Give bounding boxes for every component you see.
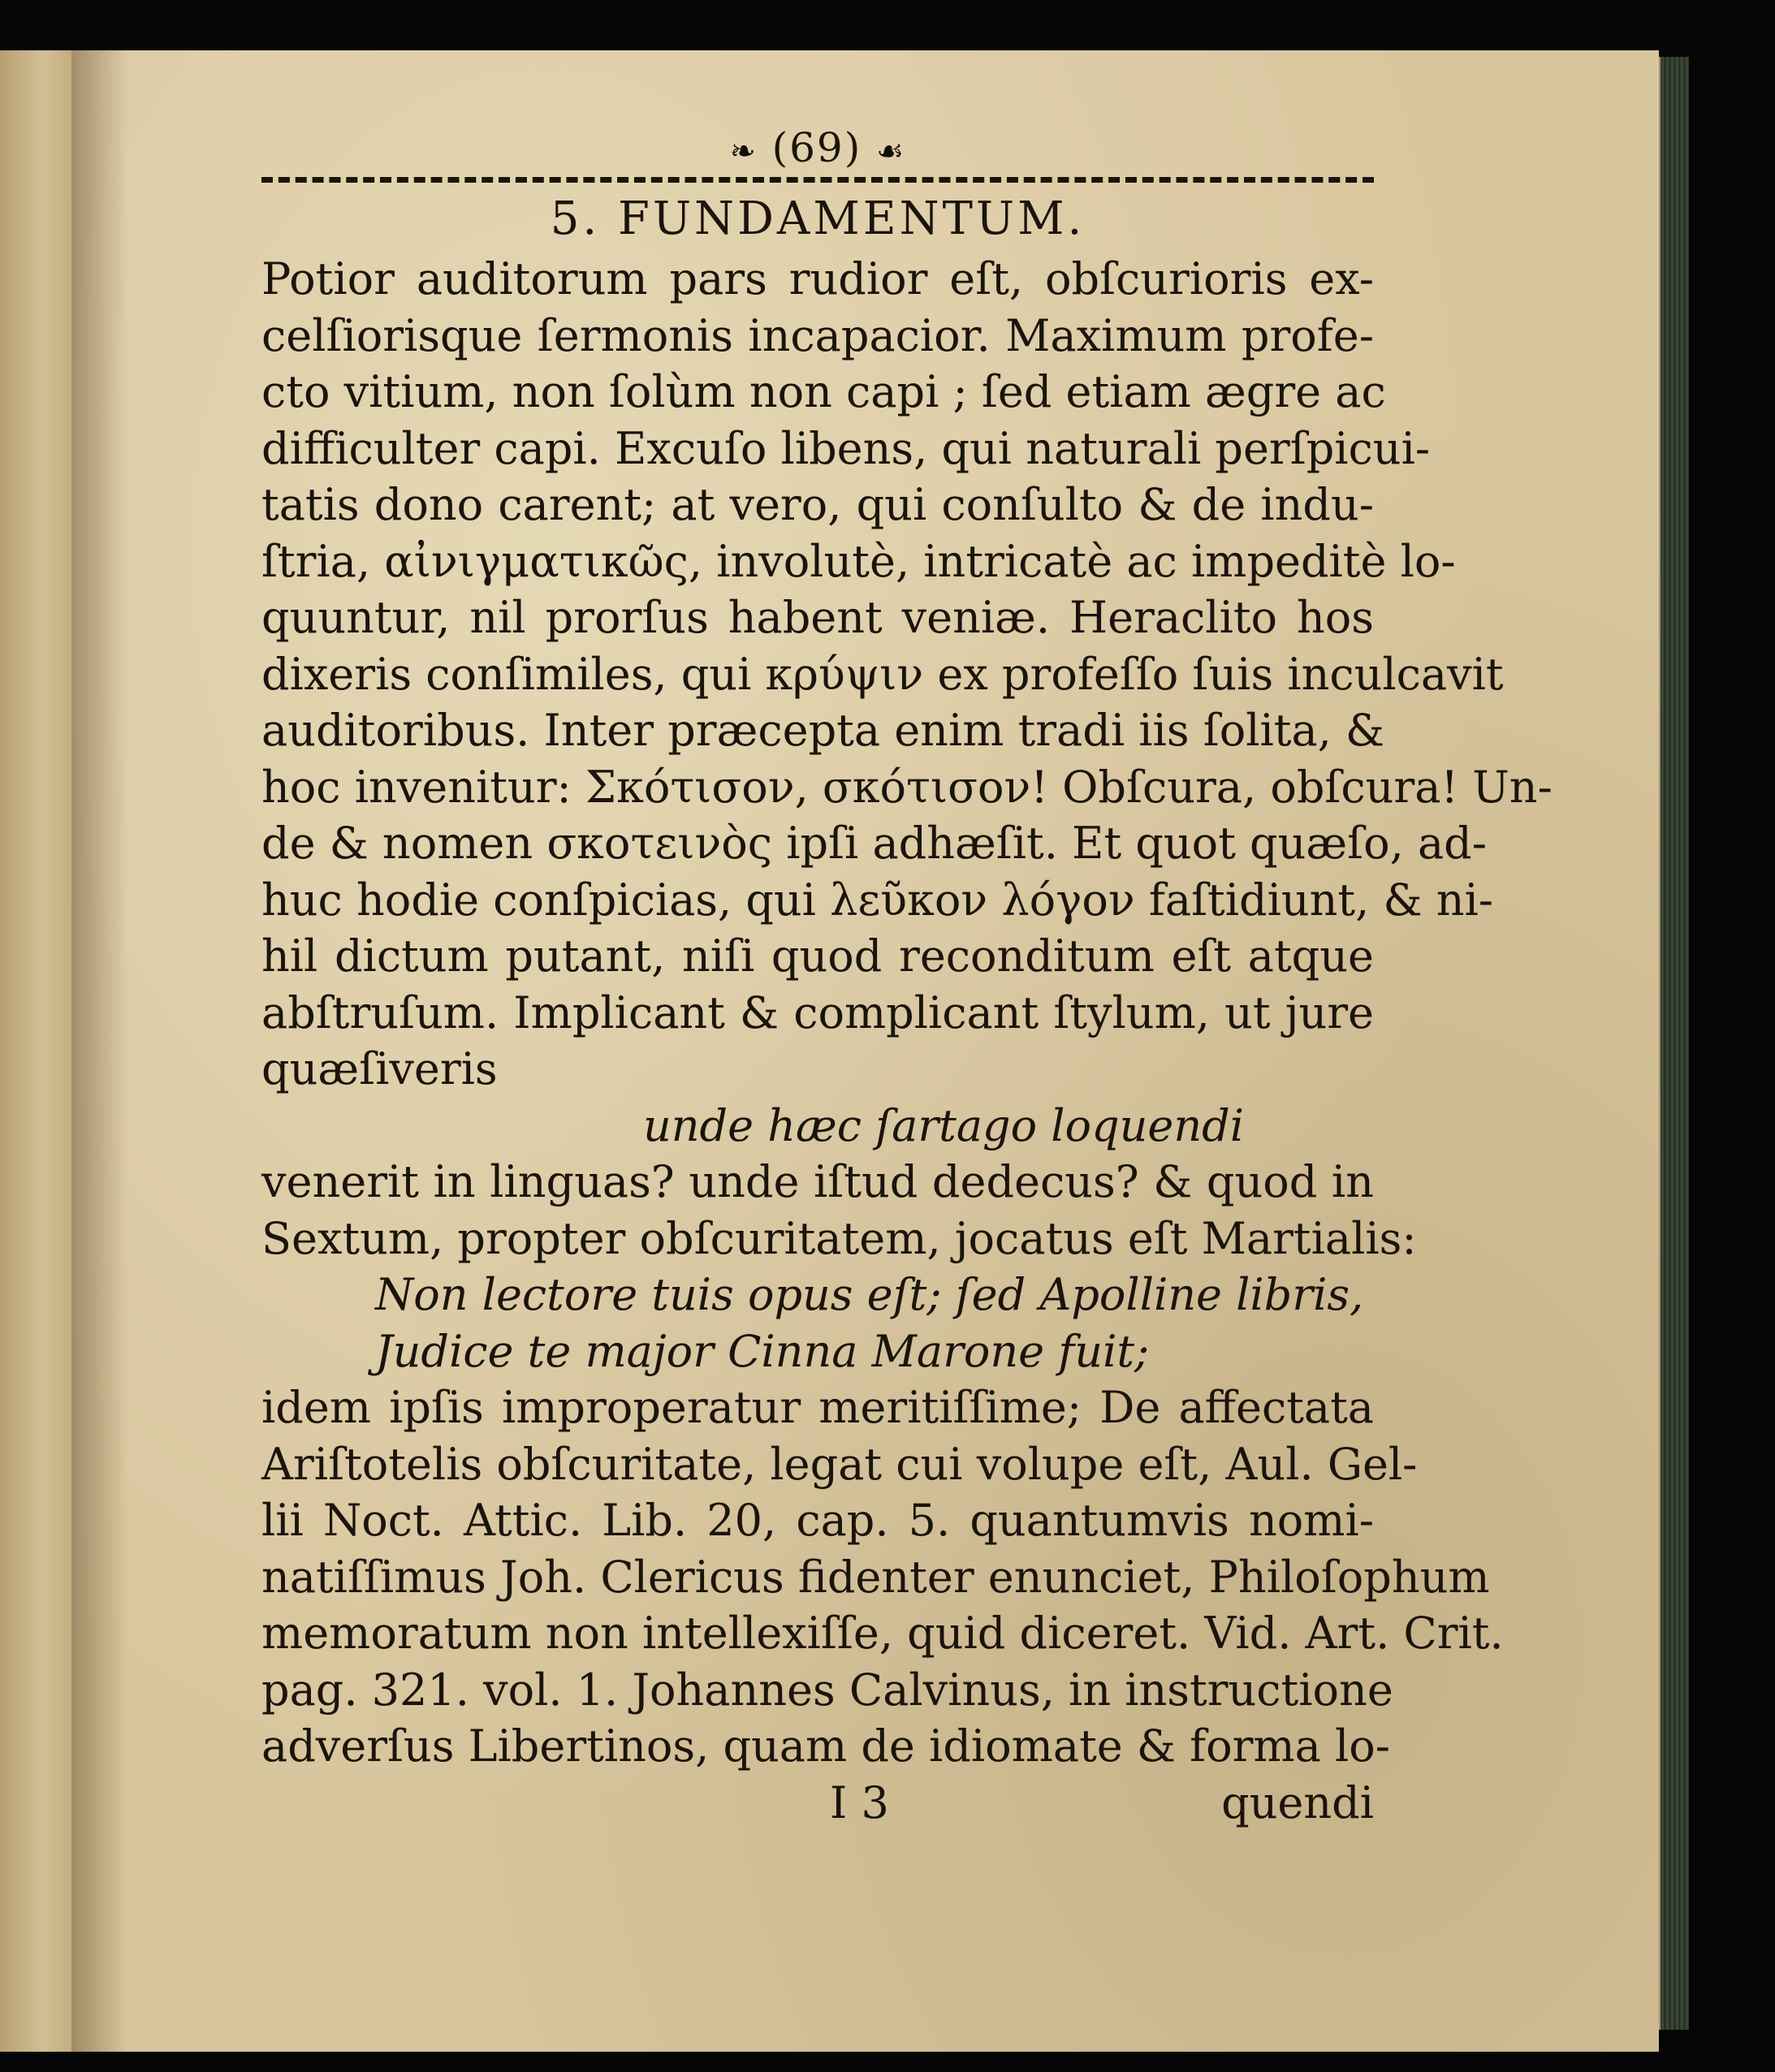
text-line: dixeris conſimiles, qui κρύψιν ex profeſſo ſuis inculcavit (261, 648, 1504, 700)
text-line: pag. 321. vol. 1. Johannes Calvinus, in instructione (261, 1664, 1393, 1716)
fleuron-left-icon: ❧ (729, 133, 758, 169)
header-rule (261, 177, 1374, 183)
fleuron-right-icon: ☙ (876, 133, 906, 169)
text-line: celſiorisque ſermonis incapacior. Maximum profe- (261, 309, 1374, 361)
text-line: Judice te major Cinna Marone fuit; (375, 1325, 1150, 1377)
text-line: Ariſtotelis obſcuritate, legat cui volupe eſt, Aul. Gel- (261, 1438, 1418, 1490)
verse-block (261, 1267, 1374, 1379)
section-heading: 5. FUNDAMENTUM. (550, 192, 1086, 245)
text-line: abſtruſum. Implicant & complicant ſtylum, ut jure (261, 986, 1374, 1038)
facing-page-edge (0, 50, 74, 2052)
text-line: difficulter capi. Excuſo libens, qui naturali perſpicui- (261, 422, 1431, 474)
signature-mark: I 3 (830, 1776, 889, 1828)
text-line: Potior auditorum pars rudior eſt, obſcurioris ex- (261, 253, 1374, 304)
text-line: lii Noct. Attic. Lib. 20, cap. 5. quantumvis nomi- (261, 1495, 1374, 1546)
text-line: tatis dono carent; at vero, qui conſulto & de indu- (261, 479, 1374, 530)
text-line: quuntur, nil prorſus habent veniæ. Heraclito hos (261, 592, 1374, 643)
page-text (261, 122, 1553, 1832)
paragraph-block-3 (261, 1379, 1504, 1775)
catchword: quendi (1221, 1776, 1374, 1828)
text-line: hoc invenitur: Σκότισον, σκότισον! Obſcura, obſcura! Un- (261, 761, 1553, 813)
page-number: (69) (771, 124, 862, 171)
text-line: Sextum, propter obſcuritatem, jocatus eſt Martialis: (261, 1212, 1417, 1264)
page-footer (261, 1775, 1374, 1832)
quote-line: unde hæc ſartago loquendi (642, 1099, 1244, 1151)
text-line: hil dictum putant, niſi quod reconditum eſt atque (261, 930, 1374, 982)
paragraph-block-2 (261, 1154, 1417, 1267)
text-line: de & nomen σκοτεινὸς ipſi adhæſit. Et quot quæſo, ad- (261, 818, 1487, 869)
text-line: quæſiveris (261, 1043, 498, 1094)
text-line: natiſſimus Joh. Clericus fidenter enunciet, Philoſophum (261, 1551, 1490, 1603)
text-line: ſtria, αἰνιγματικῶς, involutè, intricatè ac impeditè lo- (261, 535, 1456, 587)
text-line: memoratum non intellexiſſe, quid diceret. Vid. Art. Crit. (261, 1608, 1504, 1659)
text-line: cto vitium, non ſolùm non capi ; ſed etiam ægre ac (261, 366, 1386, 417)
text-line: Non lectore tuis opus eſt; ſed Apolline libris, (375, 1269, 1364, 1320)
text-line: venerit in linguas? unde iſtud dedecus? & quod in (261, 1156, 1374, 1207)
page-block-edge (1659, 57, 1689, 2030)
text-line: auditoribus. Inter præcepta enim tradi iis ſolita, & (261, 705, 1385, 756)
paragraph-block-1 (261, 251, 1553, 1098)
text-line: idem ipſis improperatur meritiſſime; De affectata (261, 1382, 1374, 1433)
text-line: huc hodie conſpicias, qui λεῦκον λόγον faſtidiunt, & ni- (261, 874, 1493, 926)
spine-shadow (71, 50, 128, 2052)
text-line: adverſus Libertinos, quam de idiomate & forma lo- (261, 1720, 1391, 1772)
running-head (261, 122, 1374, 174)
